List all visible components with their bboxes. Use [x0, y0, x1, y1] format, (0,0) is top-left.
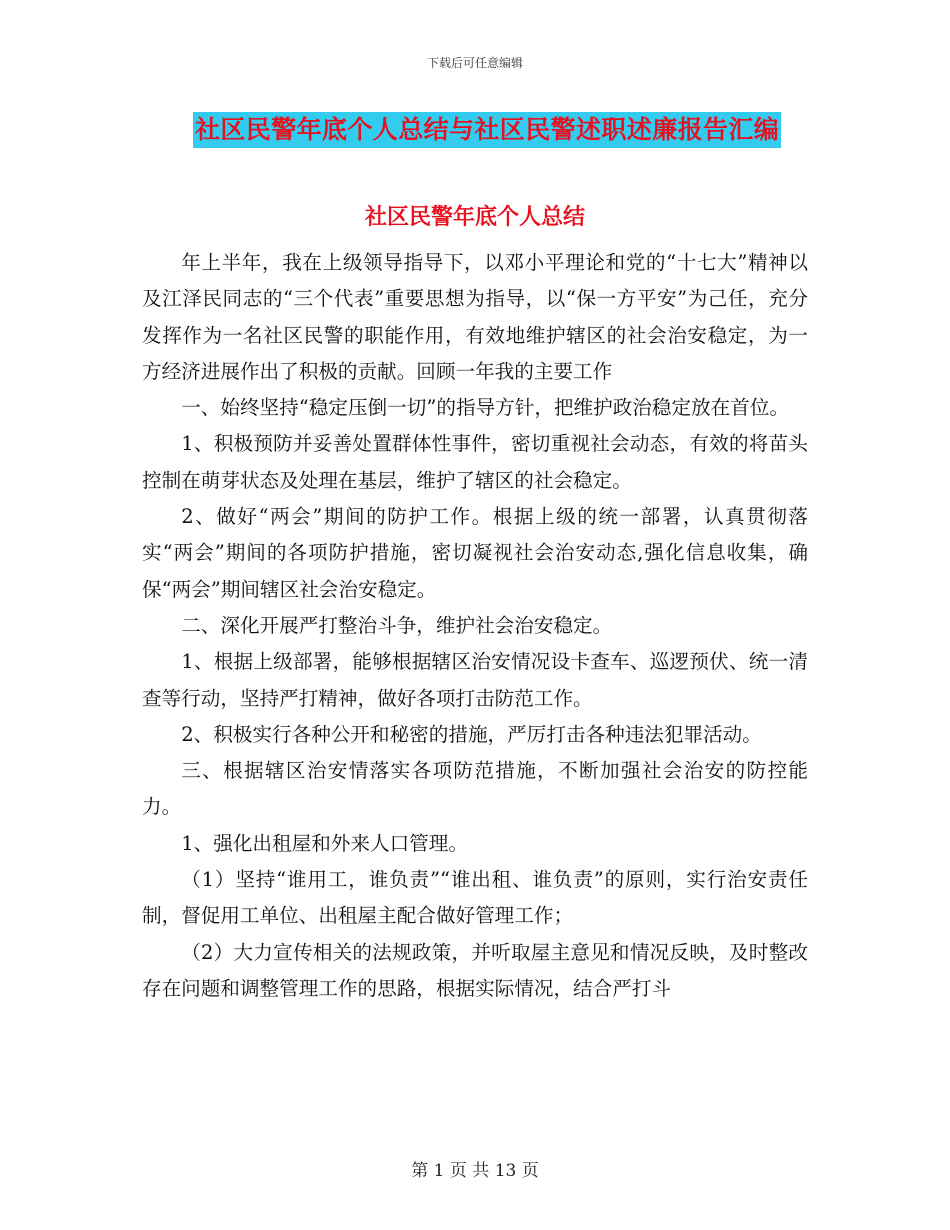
document-main-title: 社区民警年底个人总结与社区民警述职述廉报告汇编 — [193, 112, 781, 148]
paragraph-item: 1、根据上级部署，能够根据辖区治安情况设卡查车、巡逻预伏、统一清查等行动，坚持严打精神，做好各项打击防范工作。 — [142, 650, 808, 710]
header-note: 下载后可任意编辑 — [426, 56, 523, 70]
document-body — [142, 245, 808, 1007]
paragraph-heading-1: 一、始终坚持“稳定压倒一切”的指导方针，把维护政治稳定放在首位。 — [181, 396, 790, 420]
paragraph-heading-3: 三、根据辖区治安情落实各项防范措施，不断加强社会治安的防控能力。 — [142, 759, 808, 819]
section-title: 社区民警年底个人总结 — [364, 205, 585, 230]
paragraph-item: 2、积极实行各种公开和秘密的措施，严厉打击各种违法犯罪活动。 — [181, 722, 762, 746]
paragraph-item: 1、积极预防并妥善处置群体性事件，密切重视社会动态，有效的将苗头控制在萌芽状态及处理在基层，维护了辖区的社会稳定。 — [142, 432, 808, 492]
paragraph-item: 1、强化出租屋和外来人口管理。 — [181, 831, 468, 855]
paragraph-subitem: （1）坚持“谁用工，谁负责”“谁出租、谁负责”的原则，实行治安责任制，督促用工单位、出租屋主配合做好管理工作； — [142, 868, 808, 928]
paragraph-subitem: （2）大力宣传相关的法规政策，并听取屋主意见和情况反映，及时整改存在问题和调整管理工作的思路，根据实际情况，结合严打斗 — [142, 940, 808, 1000]
paragraph-intro: 年上半年，我在上级领导指导下，以邓小平理论和党的“十七大”精神以及江泽民同志的“三个代表”重要思想为指导，以“保一方平安”为己任，充分发挥作为一名社区民警的职能作用，有效地维护辖区的社会治安稳定，为一方经济进展作出了积极的贡献。回顾一年我的主要工作 — [142, 251, 808, 383]
paragraph-item: 2、做好“两会”期间的防护工作。根据上级的统一部署，认真贯彻落实“两会”期间的各项防护措施，密切凝视社会治安动态,强化信息收集，确保“两会”期间辖区社会治安稳定。 — [142, 505, 808, 601]
page-number-footer: 第 1 页 共 13 页 — [411, 1161, 539, 1181]
paragraph-heading-2: 二、深化开展严打整治斗争，维护社会治安稳定。 — [181, 613, 613, 637]
